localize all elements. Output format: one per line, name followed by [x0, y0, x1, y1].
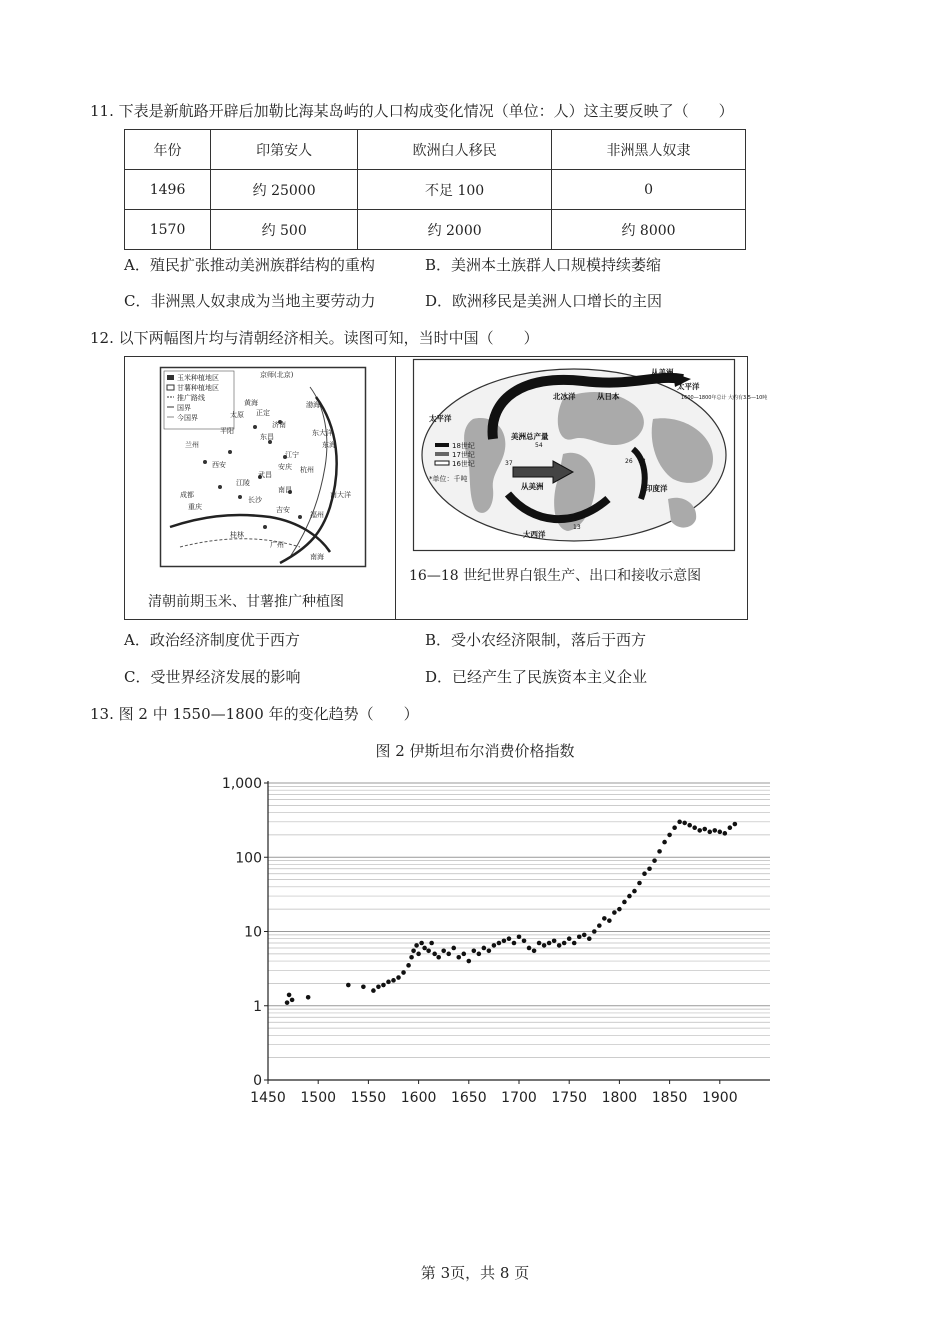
- silver-value: 13: [573, 524, 581, 531]
- data-point: [409, 955, 414, 960]
- legend-16th-century: 16世纪: [452, 460, 475, 468]
- data-point: [482, 946, 487, 951]
- data-point: [592, 929, 597, 934]
- data-point: [532, 948, 537, 953]
- q12-left-caption: 清朝前期玉米、甘薯推广种植图: [148, 594, 344, 610]
- data-point: [527, 946, 532, 951]
- data-point: [512, 941, 517, 946]
- x-tick-labels: [250, 1090, 737, 1106]
- data-point: [411, 948, 416, 953]
- data-point: [287, 993, 292, 998]
- data-point: [492, 943, 497, 948]
- map-label-south-ocean: 南大洋: [330, 491, 351, 499]
- x-tick-label: 1600: [400, 1090, 437, 1106]
- map-label-wuchang: 武昌: [258, 471, 272, 479]
- table-cell: 1496: [125, 170, 211, 210]
- table-cell: 约 25000: [211, 170, 358, 210]
- data-point: [652, 858, 657, 863]
- data-point: [456, 955, 461, 960]
- x-tick-label: 1500: [300, 1090, 337, 1106]
- data-point: [401, 970, 406, 975]
- data-point: [697, 828, 702, 833]
- q12-option-b[interactable]: B．受小农经济限制，落后于西方: [425, 631, 647, 649]
- data-point: [386, 980, 391, 985]
- map-label-changsha: 长沙: [248, 496, 262, 504]
- map-label-atlantic: 大西洋: [523, 530, 546, 539]
- data-point: [597, 923, 602, 928]
- map-label-huanghai: 黄海: [244, 399, 258, 407]
- q11-option-d[interactable]: D．欧洲移民是美洲人口增长的主因: [425, 292, 663, 310]
- data-point: [632, 889, 637, 894]
- map-label-donghai: 东海: [322, 441, 336, 449]
- data-point: [723, 831, 728, 836]
- data-point: [647, 866, 652, 871]
- data-point: [557, 943, 562, 948]
- data-point: [507, 936, 512, 941]
- data-point: [414, 943, 419, 948]
- data-point: [642, 871, 647, 876]
- data-point: [733, 822, 738, 827]
- x-tick-label: 1650: [450, 1090, 487, 1106]
- map-label-pingyang: 平阳: [220, 427, 234, 435]
- data-point: [728, 825, 733, 830]
- table-cell: 约 500: [211, 210, 358, 250]
- map-label-jiangning: 江宁: [285, 451, 299, 459]
- data-point: [285, 1000, 290, 1005]
- data-point: [577, 934, 582, 939]
- data-point: [416, 952, 421, 957]
- data-point: [422, 946, 427, 951]
- x-tick-label: 1700: [501, 1090, 537, 1106]
- data-point: [376, 984, 381, 989]
- map-label-pacific-west: 太平洋: [429, 414, 452, 423]
- map-label-from-america: 从美洲: [521, 482, 544, 491]
- data-point: [517, 934, 522, 939]
- legend-maize: 玉米种植地区: [177, 374, 219, 382]
- map-label-nanhai: 南海: [310, 553, 324, 561]
- legend-route: 推广路线: [177, 394, 205, 402]
- data-point: [497, 941, 502, 946]
- data-point: [502, 938, 507, 943]
- y-tick-label: 0: [253, 1073, 262, 1089]
- q12-figure-box: [124, 356, 768, 620]
- legend-border: 国界: [177, 404, 191, 412]
- data-point: [567, 936, 572, 941]
- population-table: [124, 129, 746, 250]
- q13-stem: 13. 图 2 中 1550—1800 年的变化趋势（ ）: [90, 705, 419, 723]
- data-point: [346, 983, 351, 988]
- map-label-anqing: 安庆: [278, 463, 292, 471]
- silver-total-note: 1600—1800年总计 大约有3.5—10吨: [681, 395, 768, 401]
- data-point: [718, 830, 723, 835]
- chart-title: 图 2 伊斯坦布尔消费价格指数: [375, 742, 575, 760]
- data-point: [612, 910, 617, 915]
- data-point: [562, 941, 567, 946]
- table-row: [125, 170, 746, 210]
- legend-18th-century: 18世纪: [452, 442, 475, 450]
- data-point: [451, 946, 456, 951]
- map-label-taiyuan: 太原: [230, 411, 244, 419]
- y-tick-label: 1,000: [221, 776, 262, 792]
- map-label-fuzhou: 福州: [310, 511, 324, 519]
- table-row: [125, 210, 746, 250]
- q11-option-b[interactable]: B．美洲本土族群人口规模持续萎缩: [425, 256, 662, 274]
- map-label-jinan: 济南: [272, 421, 286, 429]
- y-tick-label: 100: [235, 850, 262, 867]
- data-point: [712, 828, 717, 833]
- data-point: [607, 918, 612, 923]
- data-points: [285, 820, 737, 1005]
- map-label-guilin: 桂林: [230, 531, 244, 539]
- map-label-from-japan: 从日本: [597, 392, 620, 401]
- map-label-america-production: 美洲总产量: [511, 432, 549, 441]
- map-label-arctic: 北冰洋: [553, 392, 576, 401]
- data-point: [627, 894, 632, 899]
- map-label-hangzhou: 杭州: [300, 466, 314, 474]
- data-point: [572, 941, 577, 946]
- data-point: [537, 941, 542, 946]
- data-point: [587, 936, 592, 941]
- data-point: [672, 825, 677, 830]
- data-point: [426, 948, 431, 953]
- data-point: [542, 943, 547, 948]
- x-tick-label: 1850: [651, 1090, 688, 1106]
- price-index-chart: [200, 770, 780, 1110]
- legend-current-border: 今国界: [177, 414, 198, 422]
- map-label-dongchang: 东昌: [260, 433, 274, 441]
- legend-17th-century: 17世纪: [452, 451, 475, 459]
- map-label-jian: 吉安: [276, 506, 290, 514]
- page-footer: 第 3页，共 8 页: [420, 1264, 530, 1282]
- map-label-chengdu: 成都: [180, 491, 194, 499]
- map-label-bohai: 渤海: [306, 401, 320, 409]
- x-tick-label: 1750: [551, 1090, 588, 1106]
- map-label-zhengding: 正定: [256, 409, 270, 417]
- data-point: [637, 881, 642, 886]
- table-cell: 约 2000: [358, 210, 552, 250]
- q12-stem: 12. 以下两幅图片均与清朝经济相关。读图可知，当时中国（ ）: [90, 329, 539, 347]
- data-point: [441, 948, 446, 953]
- legend-sweet-potato: 甘薯种植地区: [177, 384, 219, 392]
- data-point: [602, 916, 607, 921]
- map-label-beijing: 京师(北京): [260, 371, 294, 379]
- map-label-nanchang: 南昌: [278, 486, 292, 494]
- data-point: [702, 827, 707, 832]
- data-point: [290, 998, 295, 1003]
- x-tick-label: 1900: [701, 1090, 738, 1106]
- data-point: [432, 952, 437, 957]
- table-header-cell: 欧洲白人移民: [358, 130, 552, 170]
- map-label-east-ocean: 东大洋: [312, 429, 333, 437]
- data-point: [436, 955, 441, 960]
- q11-stem: 11. 下表是新航路开辟后加勒比海某岛屿的人口构成变化情况（单位：人）这主要反映了（ ）: [90, 102, 734, 120]
- map-label-guangzhou: 广州: [270, 541, 284, 549]
- map-label-xian: 西安: [212, 461, 226, 469]
- table-header-cell: 非洲黑人奴隶: [552, 130, 746, 170]
- data-point: [361, 984, 366, 989]
- table-cell: 1570: [125, 210, 211, 250]
- table-header-row: [125, 130, 746, 170]
- y-tick-labels: [222, 776, 262, 1089]
- data-point: [687, 823, 692, 828]
- x-tick-label: 1800: [601, 1090, 638, 1106]
- y-tick-label: 1: [253, 998, 262, 1015]
- y-tick-label: 10: [244, 924, 262, 941]
- data-point: [446, 952, 451, 957]
- data-point: [552, 938, 557, 943]
- silver-unit-note: *单位：千吨: [429, 475, 468, 483]
- table-cell: 不足 100: [358, 170, 552, 210]
- data-point: [406, 963, 411, 968]
- table-header-cell: 年份: [125, 130, 211, 170]
- data-point: [707, 830, 712, 835]
- data-point: [682, 821, 687, 826]
- map-label-from-america-top: 从美洲: [651, 368, 674, 377]
- silver-value: 13: [638, 458, 646, 465]
- map-label-pacific-east: 太平洋: [677, 382, 700, 391]
- silver-flow-map: [413, 359, 768, 551]
- data-point: [522, 938, 527, 943]
- table-cell: 0: [552, 170, 746, 210]
- table-header-cell: 印第安人: [211, 130, 358, 170]
- q12-option-d[interactable]: D．已经产生了民族资本主义企业: [425, 668, 648, 686]
- silver-value: 26: [625, 458, 633, 465]
- map-label-chongqing: 重庆: [188, 503, 202, 511]
- q11-option-c[interactable]: C．非洲黑人奴隶成为当地主要劳动力: [124, 292, 376, 310]
- data-point: [371, 988, 376, 993]
- data-point: [487, 948, 492, 953]
- qing-crop-map: [160, 367, 366, 567]
- silver-value: 26: [570, 514, 578, 521]
- map-label-lanzhou: 兰州: [185, 441, 199, 449]
- data-point: [617, 907, 622, 912]
- q12-option-c[interactable]: C．受世界经济发展的影响: [124, 668, 301, 686]
- table-cell: 约 8000: [552, 210, 746, 250]
- q11-option-a[interactable]: A．殖民扩张推动美洲族群结构的重构: [124, 256, 375, 274]
- data-point: [467, 959, 472, 964]
- data-point: [692, 825, 697, 830]
- data-point: [306, 995, 311, 1000]
- x-tick-label: 1450: [250, 1090, 286, 1106]
- data-point: [662, 840, 667, 845]
- data-point: [667, 833, 672, 838]
- q12-option-a[interactable]: A．政治经济制度优于西方: [124, 631, 300, 649]
- data-point: [657, 849, 662, 854]
- data-point: [461, 952, 466, 957]
- data-point: [547, 941, 552, 946]
- data-point: [391, 978, 396, 983]
- data-point: [381, 983, 386, 988]
- data-point: [582, 933, 587, 938]
- x-tick-label: 1550: [350, 1090, 387, 1106]
- silver-value: 37: [505, 460, 513, 467]
- data-point: [429, 941, 434, 946]
- data-point: [677, 820, 682, 825]
- map-label-indian-ocean: 印度洋: [645, 484, 668, 493]
- q12-right-caption: 16—18 世纪世界白银生产、出口和接收示意图: [409, 568, 702, 584]
- silver-value: 54: [535, 442, 543, 449]
- data-point: [622, 900, 627, 905]
- data-point: [477, 952, 482, 957]
- data-point: [419, 941, 424, 946]
- map-label-jiangling: 江陵: [236, 479, 250, 487]
- data-point: [472, 948, 477, 953]
- data-point: [396, 975, 401, 980]
